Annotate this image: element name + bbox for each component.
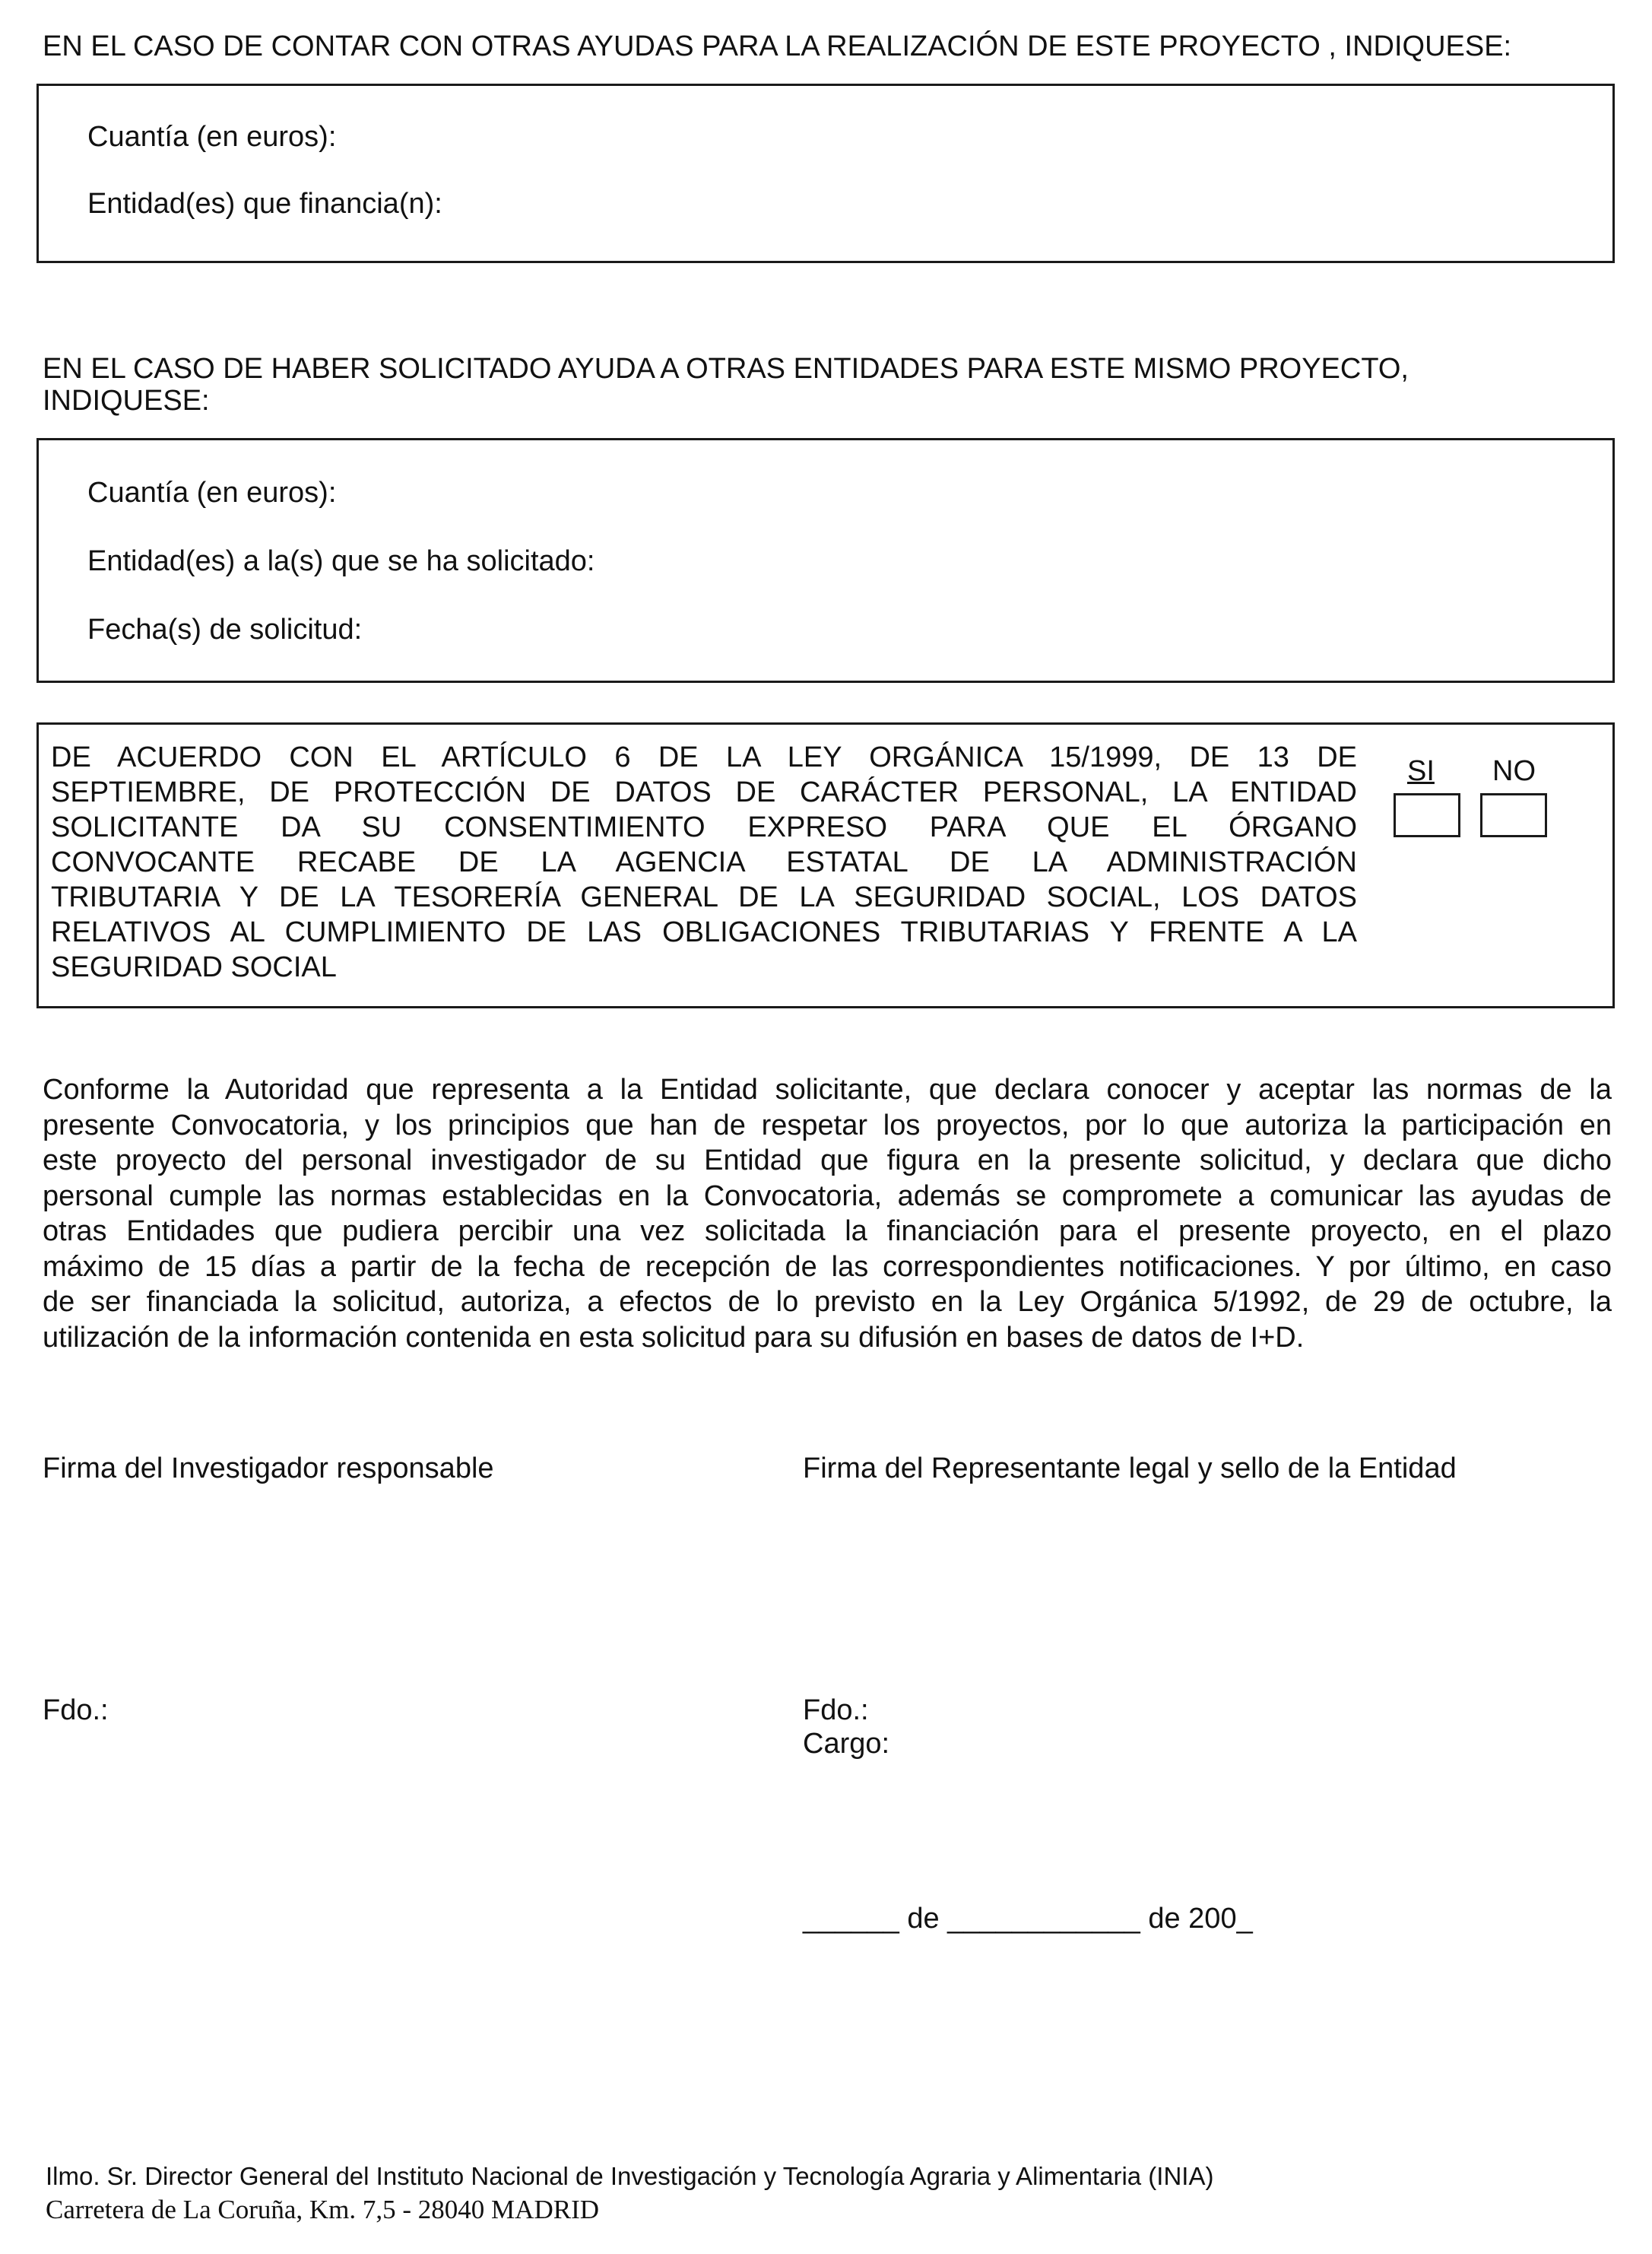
consent-text	[51, 740, 1357, 985]
consent-yes-label: SI	[1407, 755, 1435, 787]
consent-line: DE ACUERDO CON EL ARTÍCULO 6 DE LA LEY ORGÁNICA 15/1999, DE 13 DE	[51, 741, 1357, 773]
other-aid-box	[36, 84, 1615, 263]
representative-fdo-label: Fdo.:	[803, 1694, 869, 1726]
consent-line: SEGURIDAD SOCIAL	[51, 951, 337, 983]
declaration-line: máximo de 15 días a partir de la fecha de recepción de las correspondientes notificaciones. Y por último, en caso	[43, 1250, 1612, 1283]
requested-aid-heading-line1: EN EL CASO DE HABER SOLICITADO AYUDA A OTRAS ENTIDADES PARA ESTE MISMO PROYECTO,	[43, 353, 1409, 385]
other-aid-amount-label: Cuantía (en euros):	[87, 121, 337, 153]
investigator-fdo-label: Fdo.:	[43, 1694, 109, 1726]
footer-address: Carretera de La Coruña, Km. 7,5 - 28040 MADRID	[46, 2195, 600, 2224]
declaration-line: personal cumple las normas establecidas en la Convocatoria, además se compromete a comunicar las ayudas de	[43, 1179, 1612, 1212]
declaration-line: presente Convocatoria, y los principios que han de respetar los proyectos, por lo que autoriza la participación en	[43, 1109, 1612, 1141]
declaration-line: Conforme la Autoridad que representa a la Entidad solicitante, que declara conocer y aceptar las normas de la	[43, 1074, 1612, 1106]
date-line: ______ de ____________ de 200_	[803, 1903, 1253, 1935]
declaration-paragraph	[43, 1072, 1612, 1355]
declaration-line: utilización de la información contenida en esta solicitud para su difusión en bases de datos de I+D.	[43, 1321, 1305, 1354]
consent-line: SEPTIEMBRE, DE PROTECCIÓN DE DATOS DE CARÁCTER PERSONAL, LA ENTIDAD	[51, 776, 1357, 808]
requested-aid-entities-label: Entidad(es) a la(s) que se ha solicitado:	[87, 545, 595, 577]
consent-yes-checkbox[interactable]	[1394, 793, 1460, 837]
representative-cargo-label: Cargo:	[803, 1728, 890, 1760]
other-aid-heading: EN EL CASO DE CONTAR CON OTRAS AYUDAS PARA LA REALIZACIÓN DE ESTE PROYECTO , INDIQUESE:	[43, 30, 1512, 62]
declaration-line: de ser financiada la solicitud, autoriza, a efectos de lo previsto en la Ley Orgánica 5/1992, de 29 de octubre, la	[43, 1286, 1612, 1318]
footer-addressee: Ilmo. Sr. Director General del Instituto Nacional de Investigación y Tecnología Agraria y Alimentaria (INIA)	[46, 2162, 1214, 2190]
requested-aid-amount-label: Cuantía (en euros):	[87, 477, 337, 509]
consent-no-checkbox[interactable]	[1480, 793, 1547, 837]
other-aid-funders-label: Entidad(es) que financia(n):	[87, 188, 442, 220]
consent-line: CONVOCANTE RECABE DE LA AGENCIA ESTATAL DE LA ADMINISTRACIÓN	[51, 846, 1357, 878]
consent-line: TRIBUTARIA Y DE LA TESORERÍA GENERAL DE LA SEGURIDAD SOCIAL, LOS DATOS	[51, 881, 1357, 913]
requested-aid-dates-label: Fecha(s) de solicitud:	[87, 614, 363, 646]
representative-signature-label: Firma del Representante legal y sello de la Entidad	[803, 1452, 1457, 1484]
declaration-line: este proyecto del personal investigador de su Entidad que figura en la presente solicitud, y declara que dicho	[43, 1144, 1612, 1176]
consent-no-label: NO	[1492, 755, 1536, 787]
consent-line: RELATIVOS AL CUMPLIMIENTO DE LAS OBLIGACIONES TRIBUTARIAS Y FRENTE A LA	[51, 916, 1357, 948]
declaration-line: otras Entidades que pudiera percibir una vez solicitada la financiación para el presente proyecto, en el plazo	[43, 1215, 1612, 1247]
investigator-signature-label: Firma del Investigador responsable	[43, 1452, 494, 1484]
consent-box	[36, 722, 1615, 1008]
requested-aid-heading-line2: INDIQUESE:	[43, 385, 210, 417]
requested-aid-box	[36, 438, 1615, 683]
consent-line: SOLICITANTE DA SU CONSENTIMIENTO EXPRESO PARA QUE EL ÓRGANO	[51, 811, 1357, 843]
